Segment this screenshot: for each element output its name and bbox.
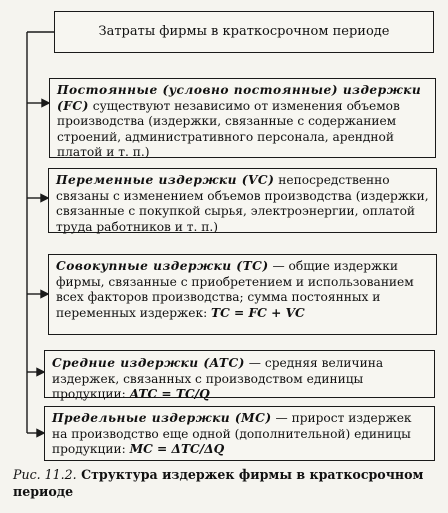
marginal-costs-formula: MC = ΔTC/ΔQ [129,442,225,457]
total-costs-box [48,254,437,335]
figure-caption-text: Структура издержек фирмы в краткосрочном периоде [13,467,424,499]
title-text: Затраты фирмы в краткосрочном периоде [98,24,390,40]
arrow-to-mc [37,430,44,437]
arrow-to-atc [37,369,44,376]
marginal-costs-term: Предельные издержки (MC) [52,411,272,425]
fixed-costs-term: Постоянные (условно постоянные) издержки (FC) [57,83,422,113]
variable-costs-box [48,168,437,233]
fixed-costs-text: существуют независимо от изменения объемов производства (издержки, связанные с содержанием строений, административного персонала, арендной платой и т. п.) [57,98,400,160]
marginal-costs-text: — прирост издержек на производство еще одной (дополнительной) единицы продукции: [52,411,412,457]
average-costs-box [44,350,435,402]
total-costs-formula: TC = FC + VC [211,305,305,320]
fixed-costs-box [49,78,436,158]
total-costs-term: Совокупные издержки (TC) [56,259,269,273]
average-costs-formula: ATC = TC/Q [129,387,210,402]
figure-label: Рис. 11.2. [13,467,77,482]
arrow-to-tc [41,291,48,298]
average-costs-text: — средняя величина издержек, связанных с производством единицы продукции: [52,356,384,402]
figure-caption [13,467,438,500]
total-costs-text: — общие издержки фирмы, связанные с приобретением и использованием всех факторов производства; сумма постоянных и переменных издержек: [56,259,414,320]
arrow-to-vc [41,195,48,202]
marginal-costs-box [44,406,435,461]
title-box [54,11,434,53]
arrow-to-fc [42,100,49,107]
average-costs-term: Средние издержки (ATC) [52,356,245,370]
variable-costs-term: Переменные издержки (VC) [56,173,275,187]
variable-costs-text: непосредственно связаны с изменением объемов производства (издержки, связанные с покупкой сырья, электроэнергии, оплатой труда работников и т. п.) [56,173,429,234]
